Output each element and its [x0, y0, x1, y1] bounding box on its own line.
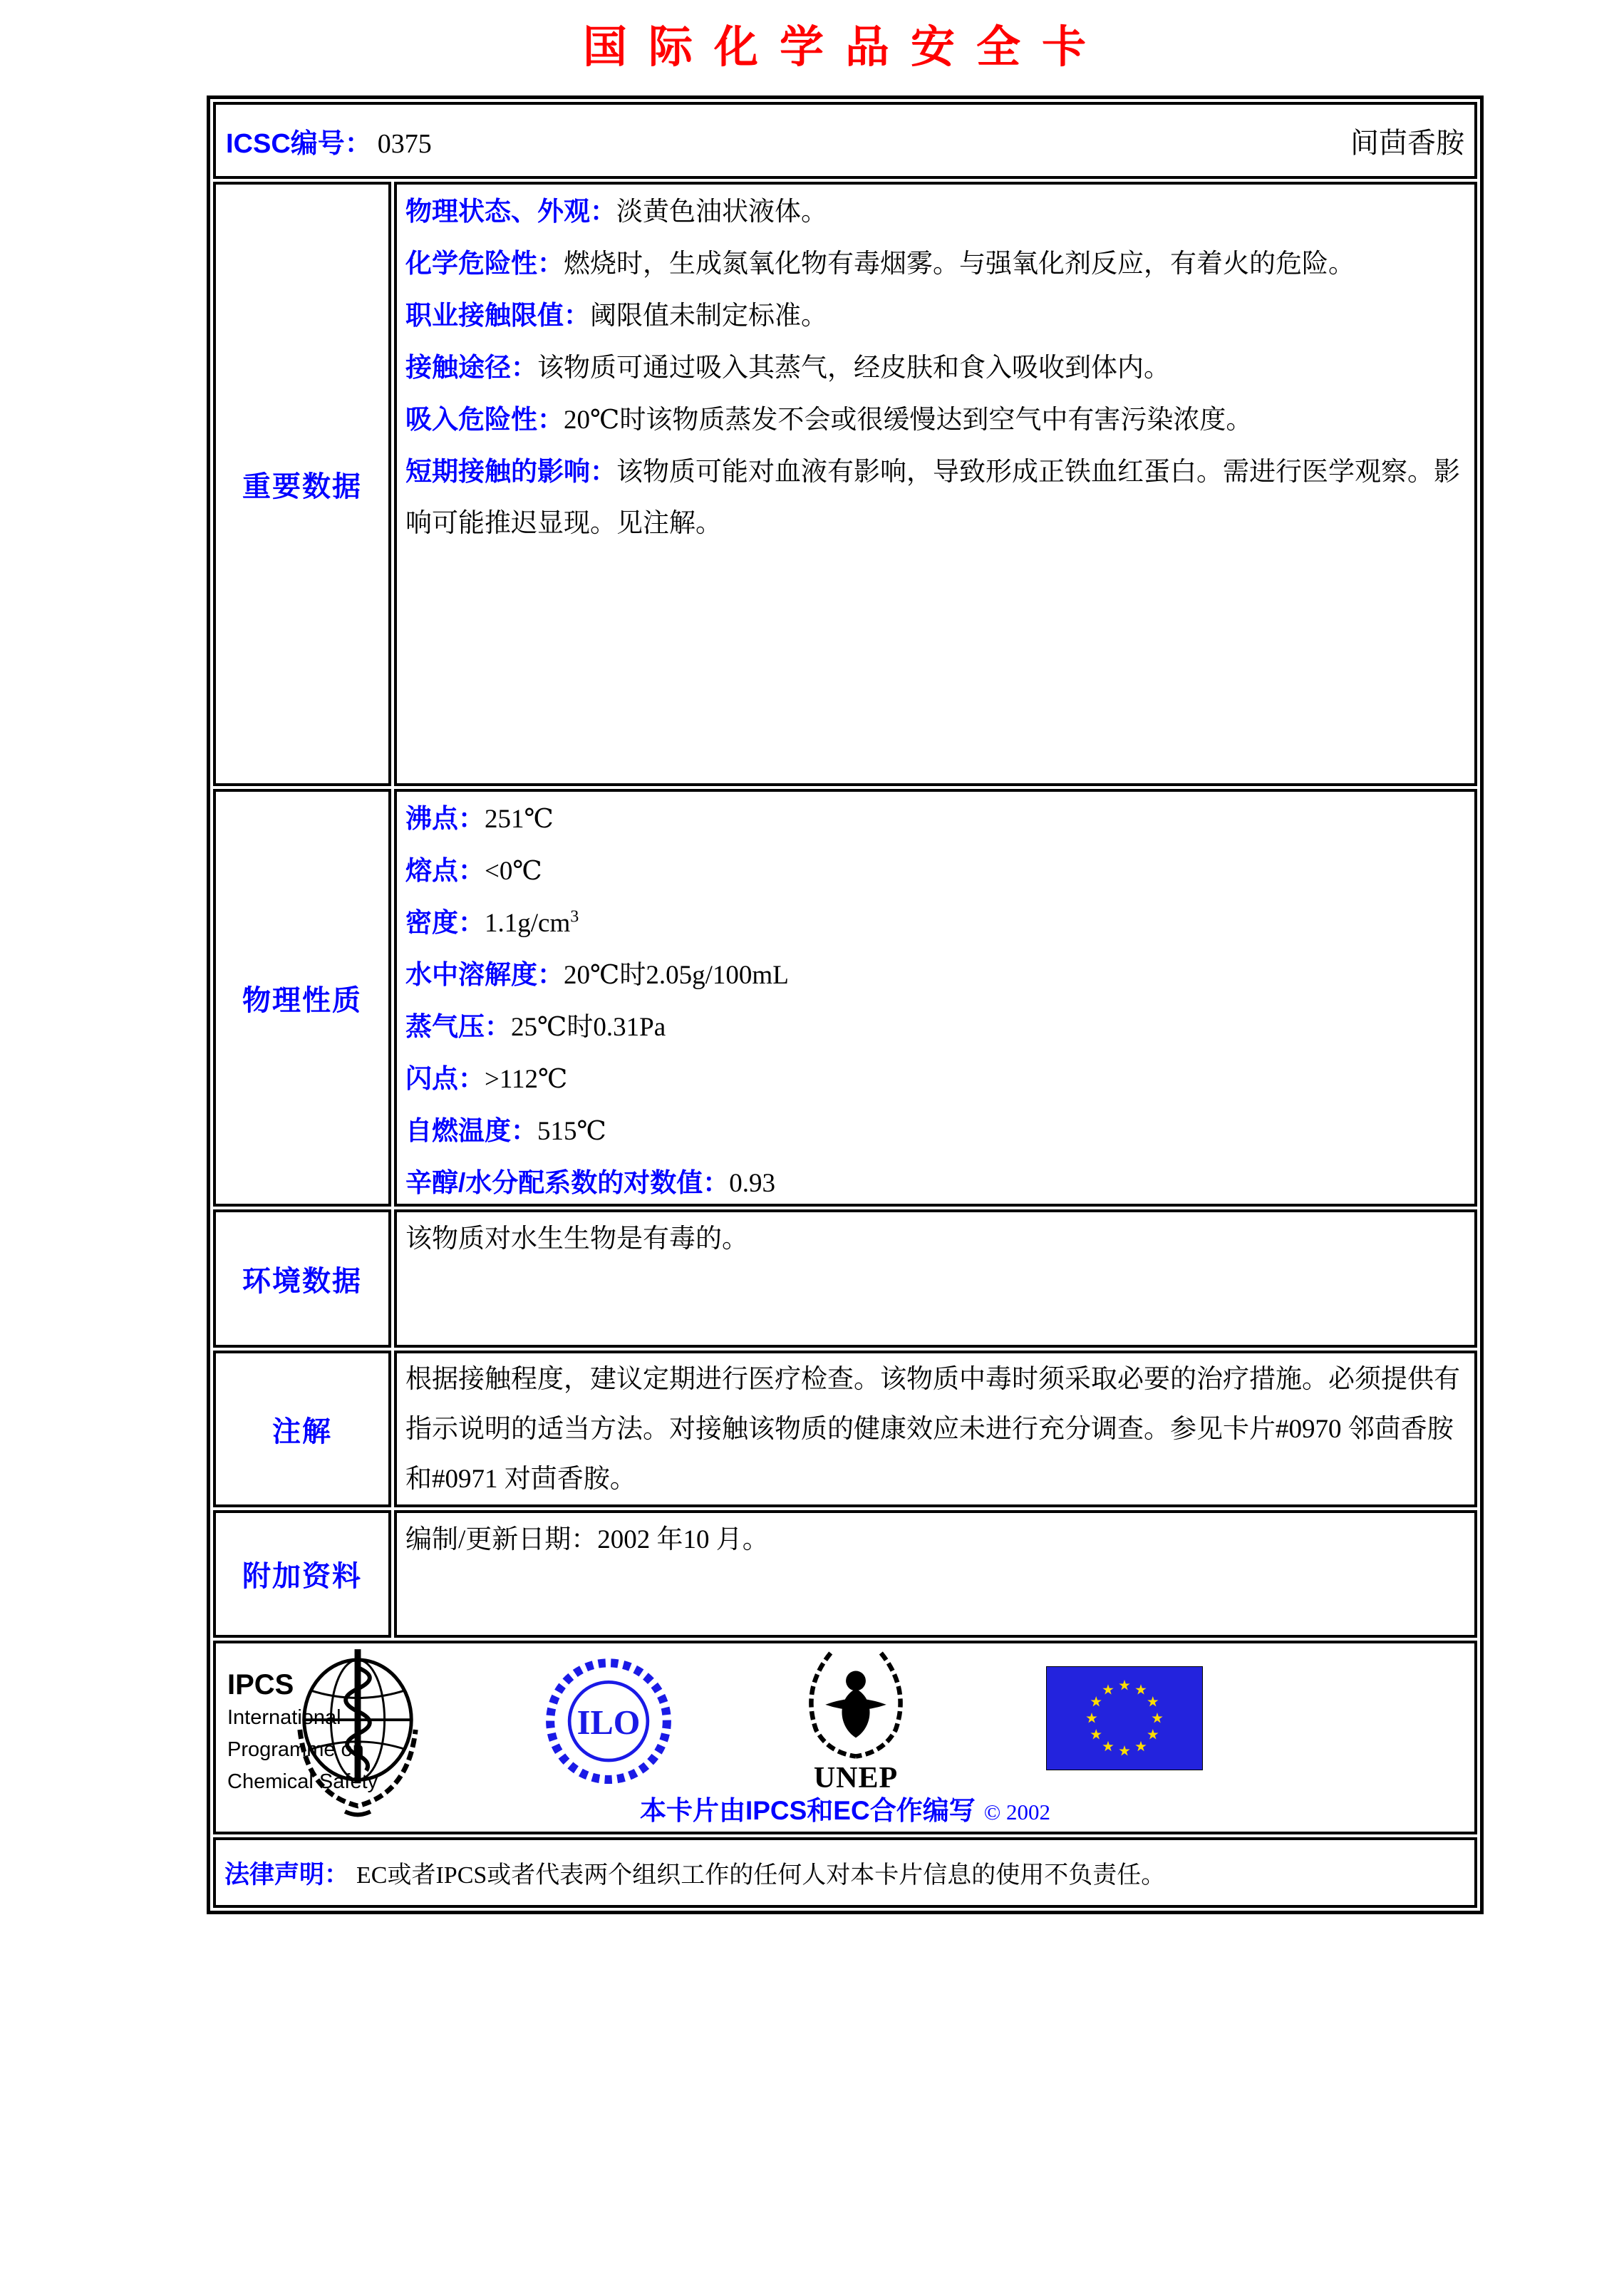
- physical-property-row: 密度：$1.1g/cm^3$: [405, 907, 579, 938]
- section-label-important: 重要数据: [213, 182, 391, 786]
- page: [207, 17, 1484, 1914]
- important-item: 短期接触的影响：该物质可能对血液有影响，导致形成正铁血红蛋白。需进行医学观察。影响可能推迟显现。见注解。: [405, 457, 1460, 538]
- physical-properties-row: [213, 789, 1477, 1207]
- important-item: 吸入危险性：20℃时该物质蒸发不会或很缓慢达到空气中有害污染浓度。: [405, 405, 1253, 435]
- important-data-row: [213, 182, 1477, 786]
- section-label-environment: 环境数据: [213, 1209, 391, 1348]
- important-item: 接触途径：该物质可通过吸入其蒸气，经皮肤和食入吸收到体内。: [405, 353, 1170, 383]
- physical-property-row: 水中溶解度：20℃时2.05g/100mL: [405, 960, 789, 990]
- header-cell: [213, 102, 1477, 179]
- physical-properties-content: [394, 789, 1477, 1207]
- legal-label: 法律声明：: [224, 1860, 350, 1889]
- density-superscript: 3: [570, 907, 579, 926]
- physical-property-row: 熔点：<0℃: [405, 856, 542, 886]
- caption-text: 本卡片由IPCS和EC合作编写: [639, 1796, 976, 1825]
- header-row: [213, 102, 1477, 179]
- icsc-number-group: [226, 121, 432, 160]
- unep-logo: [790, 1648, 922, 1794]
- legal-text: EC或者IPCS或者代表两个组织工作的任何人对本卡片信息的使用不负责任。: [356, 1862, 1166, 1889]
- icsc-number-label: ICSC编号：: [226, 128, 372, 159]
- logos-cell: [213, 1641, 1477, 1834]
- important-item: 化学危险性：燃烧时，生成氮氧化物有毒烟雾。与强氧化剂反应，有着火的危险。: [405, 249, 1355, 279]
- icsc-number-value: 0375: [377, 128, 432, 159]
- ipcs-title: IPCS: [227, 1669, 294, 1700]
- cooperation-caption: [216, 1789, 1474, 1827]
- ilo-letters: ILO: [576, 1703, 641, 1742]
- unep-label: UNEP: [813, 1762, 899, 1795]
- notes-content: 根据接触程度，建议定期进行医疗检查。该物质中毒时须采取必要的治疗措施。必须提供有指示说明的适当方法。对接触该物质的健康效应未进行充分调查。参见卡片#0970 邻茴香胺和#0971 对茴香胺。: [394, 1351, 1477, 1507]
- icsc-card-table: [207, 95, 1484, 1914]
- important-item: 职业接触限值：阈限值未制定标准。: [405, 301, 827, 331]
- important-item: 物理状态、外观：淡黄色油状液体。: [405, 197, 827, 227]
- physical-property-row: 沸点：251℃: [405, 804, 554, 834]
- section-label-additional: 附加资料: [213, 1510, 391, 1638]
- additional-info-content: 编制/更新日期：2002 年10 月。: [394, 1510, 1477, 1638]
- section-label-physical: 物理性质: [213, 789, 391, 1207]
- chemical-name: 间茴香胺: [1350, 126, 1464, 159]
- legal-cell: [213, 1837, 1477, 1908]
- important-data-content: [394, 182, 1477, 786]
- physical-property-row: 自燃温度：515℃: [405, 1116, 606, 1146]
- logos-row: [213, 1641, 1477, 1834]
- physical-property-row: 蒸气压：25℃时0.31Pa: [405, 1012, 666, 1042]
- physical-property-row: 辛醇/水分配系数的对数值：0.93: [405, 1168, 776, 1198]
- unep-logo-icon: [790, 1648, 922, 1760]
- physical-property-row: 闪点：>112℃: [405, 1064, 568, 1094]
- page-title: 国际化学品安全卡: [582, 21, 1107, 73]
- legal-row: [213, 1837, 1477, 1908]
- copyright-text: © 2002: [983, 1800, 1051, 1824]
- environmental-data-row: [213, 1209, 1477, 1348]
- section-label-notes: 注解: [213, 1351, 391, 1507]
- additional-info-row: [213, 1510, 1477, 1638]
- ipcs-text-block: IPCS International Programme on Chemical Safety: [227, 1669, 378, 1793]
- eu-flag-icon: [1046, 1666, 1203, 1770]
- environmental-data-content: 该物质对水生生物是有毒的。: [394, 1209, 1477, 1348]
- ilo-logo-icon: [542, 1655, 675, 1790]
- notes-row: [213, 1351, 1477, 1507]
